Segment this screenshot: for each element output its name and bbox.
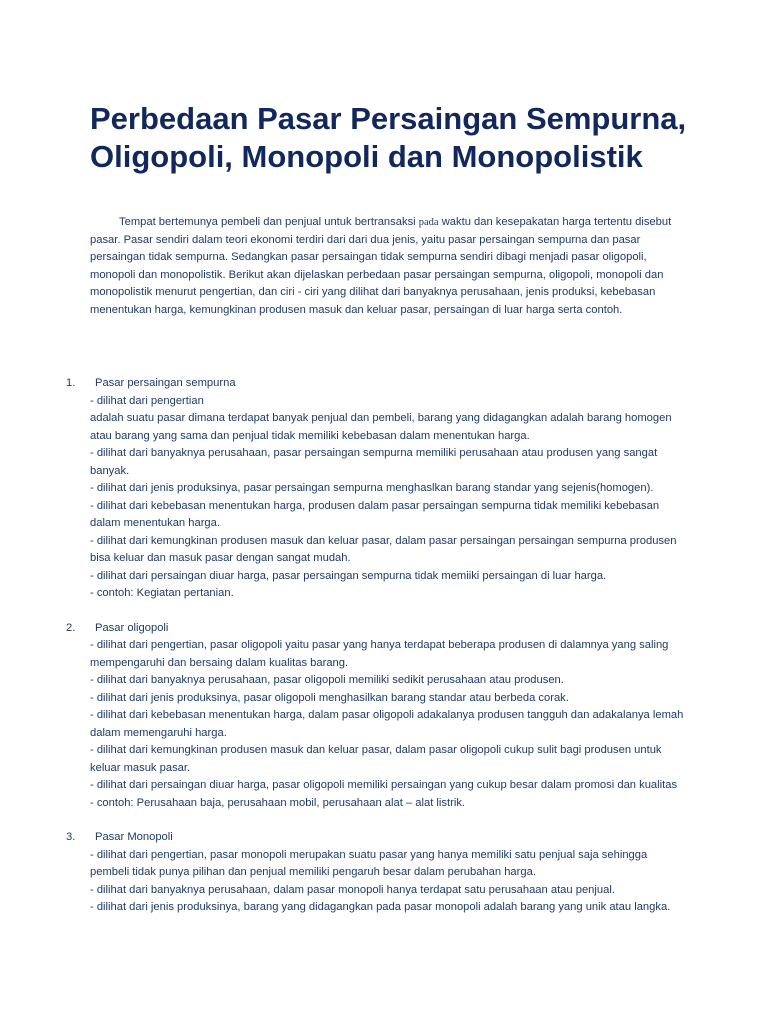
list-number: 2. xyxy=(66,621,76,634)
intro-paragraph xyxy=(90,214,680,319)
list-heading: Pasar oligopoli xyxy=(95,621,169,634)
list-item-monopoly xyxy=(66,829,686,917)
list-line: - dilihat dari persaingan diuar harga, pasar persaingan sempurna tidak memiiki persaingan di luar harga. xyxy=(90,569,607,582)
intro-text-end: waktu dan kesepakatan harga tertentu disebut pasar. Pasar sendiri dalam teori ekonomi terdiri dari dari dua jenis, yaitu pasar persaingan sempurna dan pasar persaingan tidak sempurna. Sedangkan pasar persaingan tidak sempurna sendiri dibagi menjadi pasar oligopoli, monopoli dan monopolistik. Berikut akan dijelaskan perbedaan pasar persaingan sempurna, oligopoli, monopoli dan monopolistik menurut pengertian, dan ciri - ciri yang dilihat dari banyaknya perusahaan, jenis produksi, kebebasan menentukan harga, kemungkinan produsen masuk dan keluar pasar, persaingan di luar harga serta contoh. xyxy=(90,216,672,316)
list-line: - dilihat dari persaingan diuar harga, pasar oligopoli memiliki persaingan yang cukup besar dalam promosi dan kualitas xyxy=(90,779,678,791)
intro-text-start: Tempat bertemunya pembeli dan penjual untuk bertransaksi xyxy=(119,216,416,228)
list-line: - dilihat dari banyaknya perusahaan, dalam pasar monopoli hanya terdapat satu perusahaan atau penjual. xyxy=(90,883,615,896)
list-line: - dilihat dari kemungkinan produsen masuk dan keluar pasar, dalam pasar persaingan persaingan sempurna produsen bisa keluar dan masuk pasar dengan sangat mudah. xyxy=(90,534,677,564)
intro-serif-word: pada xyxy=(418,217,439,228)
list-line: - dilihat dari jenis produksinya, pasar persaingan sempurna menghaslkan barang standar yang sejenis(homogen). xyxy=(90,482,654,494)
list-heading: Pasar persaingan sempurna xyxy=(95,377,236,389)
list-line: - dilihat dari pengertian, pasar oligopoli yaitu pasar yang hanya terdapat beberapa produsen di dalamnya yang saling mempengaruhi dan bersaing dalam kualitas barang. xyxy=(90,639,669,669)
list-number: 1. xyxy=(66,377,76,389)
list-line: - contoh: Perusahaan baja, perusahaan mobil, perusahaan alat – alat listrik. xyxy=(90,796,466,809)
list-line: - dilihat dari kemungkinan produsen masuk dan keluar pasar, dalam pasar oligopoli cukup sulit bagi produsen untuk keluar masuk pasar. xyxy=(90,744,662,774)
list-line: - dilihat dari kebebasan menentukan harga, dalam pasar oligopoli adakalanya produsen tangguh dan adakalanya lemah dalam memengaruhi harga. xyxy=(90,709,684,739)
list-line: - dilihat dari kebebasan menentukan harga, produsen dalam pasar persaingan sempurna tidak memiliki kebebasan dalam menentukan harga. xyxy=(90,499,660,529)
list-number: 3. xyxy=(66,831,76,843)
list-line: - contoh: Kegiatan pertanian. xyxy=(90,587,234,599)
market-type-list xyxy=(66,375,686,917)
list-item-oligopoly xyxy=(66,620,686,813)
list-line: adalah suatu pasar dimana terdapat banyak penjual dan pembeli, barang yang didagangkan adalah barang homogen atau barang yang sama dan penjual tidak memiliki kebebasan dalam menentukan harga. xyxy=(90,412,672,442)
list-line: - dilihat dari jenis produksinya, barang yang didagangkan pada pasar monopoli adalah barang yang unik atau langka. xyxy=(90,901,671,913)
list-line: - dilihat dari jenis produksinya, pasar oligopoli menghasilkan barang standar atau berbeda corak. xyxy=(90,691,569,704)
document-title: Perbedaan Pasar Persaingan Sempurna, Oligopoli, Monopoli dan Monopolistik xyxy=(90,101,687,174)
list-line: - dilihat dari pengertian, pasar monopoli merupakan suatu pasar yang hanya memiliki satu penjual saja sehingga pembeli tidak punya pilihan dan penjual memiliki pengaruh besar dalam perubahan harga. xyxy=(90,848,648,878)
list-line: - dilihat dari banyaknya perusahaan, pasar oligopoli memiliki sedikit perusahaan atau produsen. xyxy=(90,674,564,686)
list-item-perfect-competition xyxy=(66,375,686,603)
list-line: - dilihat dari pengertian xyxy=(90,394,204,407)
list-line: - dilihat dari banyaknya perusahaan, pasar persaingan sempurna memiliki perusahaan atau produsen yang sangat banyak. xyxy=(90,447,658,477)
list-heading: Pasar Monopoli xyxy=(95,831,173,843)
